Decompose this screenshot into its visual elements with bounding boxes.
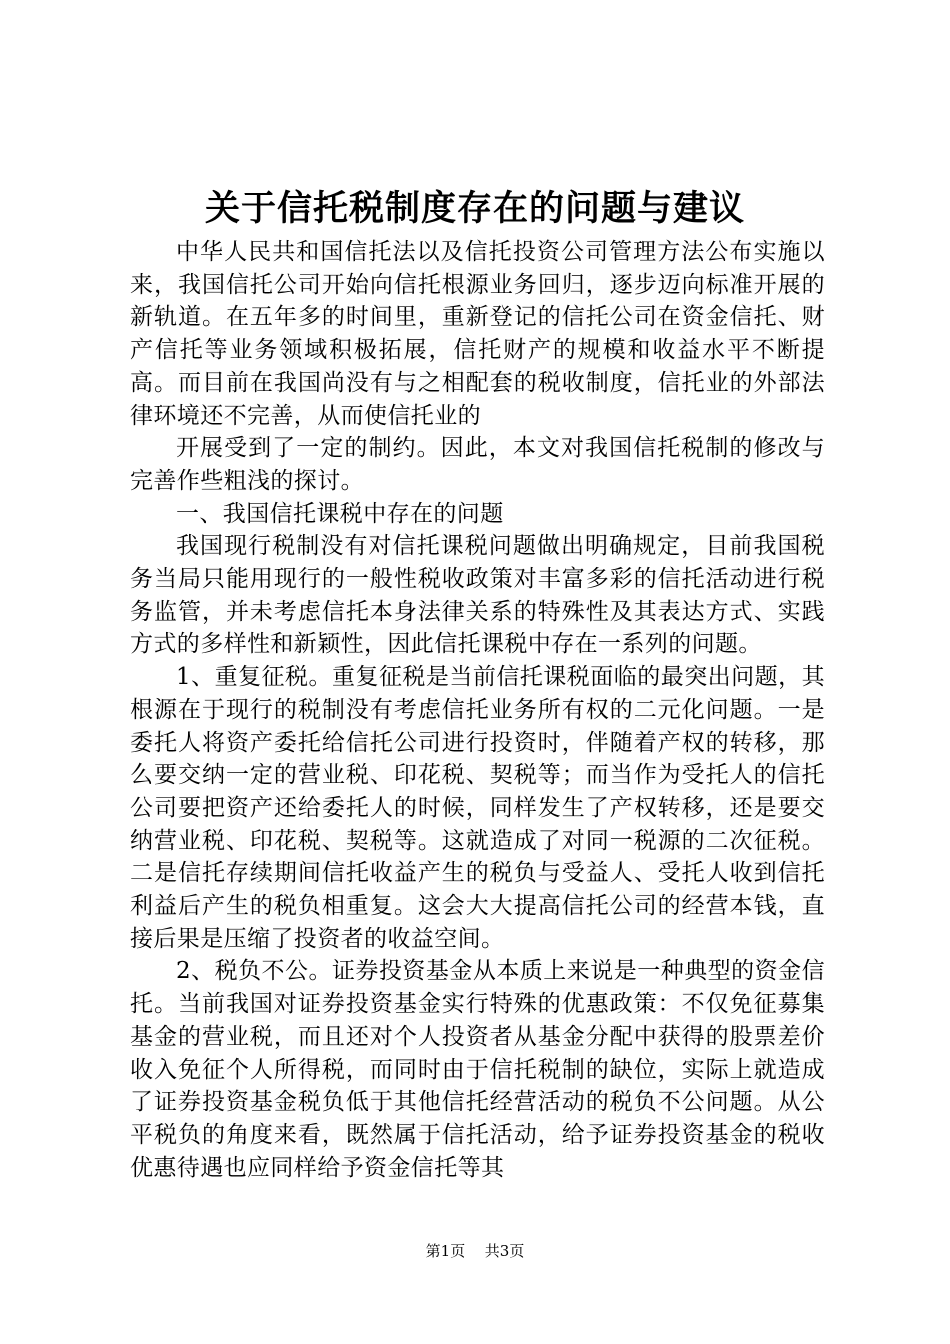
paragraph-intro-continued: 开展受到了一定的制约。因此，本文对我国信托税制的修改与完善作些粗浅的探讨。 bbox=[130, 435, 825, 494]
page-number-current: 第1页 bbox=[425, 1242, 466, 1260]
paragraph-intro: 中华人民共和国信托法以及信托投资公司管理方法公布实施以来，我国信托公司开始向信托根源业务回归，逐步迈向标准开展的新轨道。在五年多的时间里，重新登记的信托公司在资金信托、财产信托等业务领域积极拓展，信托财产的规模和收益水平不断提高。而目前在我国尚没有与之相配套的税收制度，信托业的外部法律环境还不完善，从而使信托业的 bbox=[130, 239, 825, 429]
paragraph-double-taxation: 1、重复征税。重复征税是当前信托课税面临的最突出问题，其根源在于现行的税制没有考虑信托业务所有权的二元化问题。一是委托人将资产委托给信托公司进行投资时，伴随着产权的转移，那么要交纳一定的营业税、印花税、契税等；而当作为受托人的信托公司要把资产还给委托人的时候，同样发生了产权转移，还是要交纳营业税、印花税、契税等。这就造成了对同一税源的二次征税。二是信托存续期间信托收益产生的税负与受益人、受托人收到信托利益后产生的税负相重复。这会大大提高信托公司的经营本钱，直接后果是压缩了投资者的收益空间。 bbox=[130, 664, 825, 952]
page-number-total: 共3页 bbox=[484, 1242, 525, 1260]
paragraph-unfair-tax-burden: 2、税负不公。证券投资基金从本质上来说是一种典型的资金信托。当前我国对证券投资基金实行特殊的优惠政策：不仅免征募集基金的营业税，而且还对个人投资者从基金分配中获得的股票差价收入免征个人所得税，而同时由于信托税制的缺位，实际上就造成了证券投资基金税负低于其他信托经营活动的税负不公问题。从公平税负的角度来看，既然属于信托活动，给予证券投资基金的税收优惠待遇也应同样给予资金信托等其 bbox=[130, 958, 825, 1181]
document-title: 关于信托税制度存在的问题与建议 bbox=[204, 189, 745, 229]
document-body bbox=[130, 236, 825, 1184]
page-footer bbox=[0, 1241, 950, 1261]
section-heading-problems: 一、我国信托课税中存在的问题 bbox=[176, 500, 504, 527]
paragraph-problems-overview: 我国现行税制没有对信托课税问题做出明确规定，目前我国税务当局只能用现行的一般性税收政策对丰富多彩的信托活动进行税务监管，并未考虑信托本身法律关系的特殊性及其表达方式、实践方式的多样性和新颖性，因此信托课税中存在一系列的问题。 bbox=[130, 533, 825, 658]
